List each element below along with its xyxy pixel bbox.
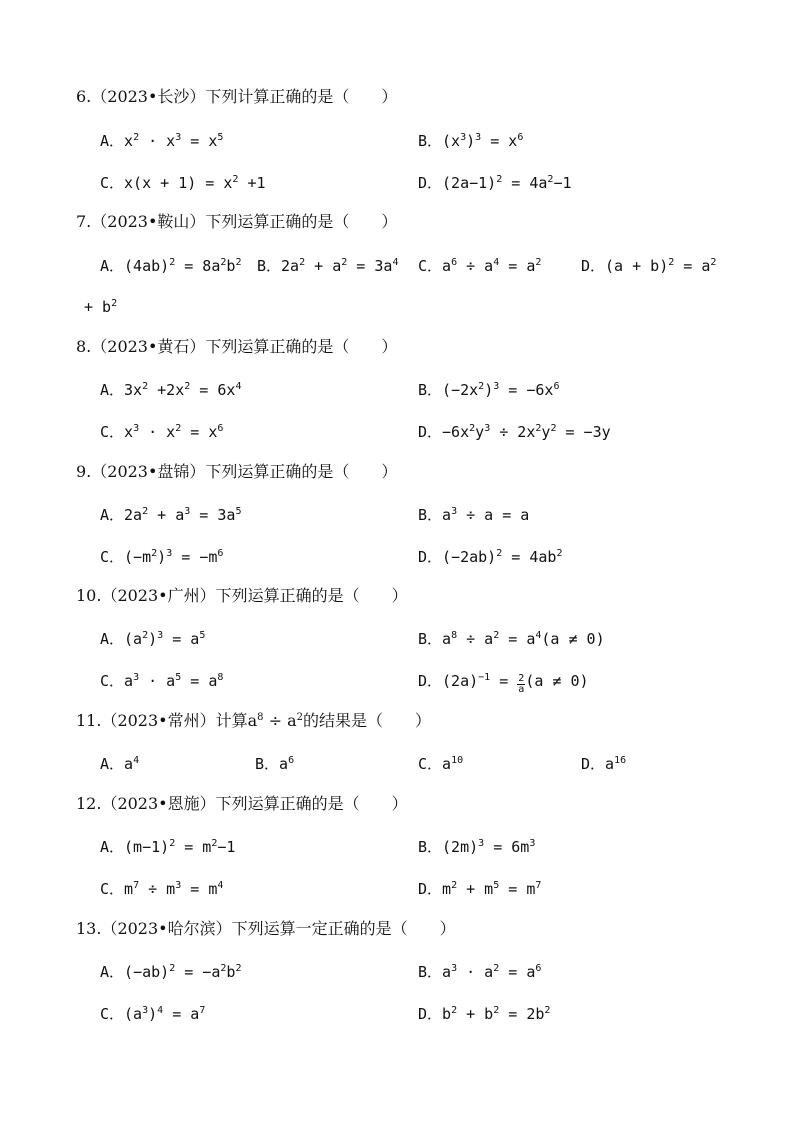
question-13-option-b[interactable]: B．$a^3 \cdot a^2 = a^6$ [418, 963, 542, 981]
question-10-stem: 10.（2023•广州）下列运算正确的是（ ） [76, 586, 408, 605]
question-9-stem: 9.（2023•盘锦）下列运算正确的是（ ） [76, 462, 398, 481]
question-6-stem: 6.（2023•长沙）下列计算正确的是（ ） [76, 87, 398, 106]
question-12-stem: 12.（2023•恩施）下列运算正确的是（ ） [76, 794, 408, 813]
question-9-option-c[interactable]: C．$(-m^2)^3 = -m^6$ [100, 548, 224, 566]
question-8-option-d[interactable]: D．$-6x^2y^3 \div 2x^2y^2 = -3y$ [418, 423, 611, 441]
question-6-option-a[interactable]: A．$x^2 \cdot x^3 = x^5$ [100, 132, 224, 150]
question-7-option-b[interactable]: B．$2a^2 + a^2 = 3a^4$ [257, 257, 399, 275]
question-11-option-d[interactable]: D．$a^{16}$ [581, 755, 627, 773]
question-13-stem: 13.（2023•哈尔滨）下列运算一定正确的是（ ） [76, 919, 456, 938]
question-7-option-d[interactable]: D．$(a + b)^2 = a^2$ [581, 257, 717, 275]
question-7-option-c[interactable]: C．$a^6 \div a^4 = a^2$ [418, 257, 542, 275]
question-12-option-a[interactable]: A．$(m-1)^2 = m^2-1$ [100, 838, 236, 856]
question-10-option-d[interactable]: D．$(2a)^{-1}$ = $\frac{2}{a}$ (a ≠ 0) [418, 672, 589, 695]
question-9-option-a[interactable]: A．$2a^2 + a^3 = 3a^5$ [100, 506, 242, 524]
question-6-option-c[interactable]: C．$x(x + 1) = x^2 +1$ [100, 174, 266, 192]
question-10-option-a[interactable]: A．$(a^2)^3 = a^5$ [100, 630, 206, 648]
question-9-option-b[interactable]: B．$a^3 \div a = a$ [418, 506, 530, 524]
question-12-option-d[interactable]: D．$m^2 + m^5 = m^7$ [418, 880, 542, 898]
question-11-option-c[interactable]: C．$a^{10}$ [418, 755, 464, 773]
question-8-option-c[interactable]: C．$x^3 \cdot x^2 = x^6$ [100, 423, 224, 441]
question-12-option-b[interactable]: B．$(2m)^3 = 6m^3$ [418, 838, 536, 856]
question-12-option-c[interactable]: C．$m^7 \div m^3 = m^4$ [100, 880, 224, 898]
question-9-option-d[interactable]: D．$(-2ab)^2 = 4ab^2$ [418, 548, 563, 566]
question-11-option-b[interactable]: B．$a^6$ [255, 755, 295, 773]
question-8-option-b[interactable]: B．$(-2x^2)^3 = -6x^6$ [418, 381, 560, 399]
question-6-option-d[interactable]: D．$(2a-1)^2 = 4a^2-1$ [418, 174, 572, 192]
question-7-option-d-continued: + $b^2$ [84, 298, 118, 316]
question-10-option-b[interactable]: B．$a^8 \div a^2 = a^4(a \ne 0)$ [418, 630, 605, 648]
question-7-option-a[interactable]: A．$(4ab)^2 = 8a^2b^2$ [100, 257, 242, 275]
question-6-option-b[interactable]: B．$(x^3)^3 = x^6$ [418, 132, 524, 150]
question-11-stem: 11.（2023•常州）计算$a^8 \div a^2$的结果是（ ） [76, 711, 432, 730]
question-11-option-a[interactable]: A．$a^4$ [100, 755, 140, 773]
question-8-stem: 8.（2023•黄石）下列运算正确的是（ ） [76, 337, 398, 356]
question-13-option-a[interactable]: A．$(-ab)^2 = -a^2b^2$ [100, 963, 242, 981]
question-10-option-c[interactable]: C．$a^3 \cdot a^5 = a^8$ [100, 672, 224, 690]
question-8-option-a[interactable]: A．$3x^2 +2x^2 = 6x^4$ [100, 381, 242, 399]
question-13-option-d[interactable]: D．$b^2 + b^2 = 2b^2$ [418, 1005, 551, 1023]
question-13-option-c[interactable]: C．$(a^3)^4 = a^7$ [100, 1005, 206, 1023]
question-7-stem: 7.（2023•鞍山）下列运算正确的是（ ） [76, 212, 398, 231]
